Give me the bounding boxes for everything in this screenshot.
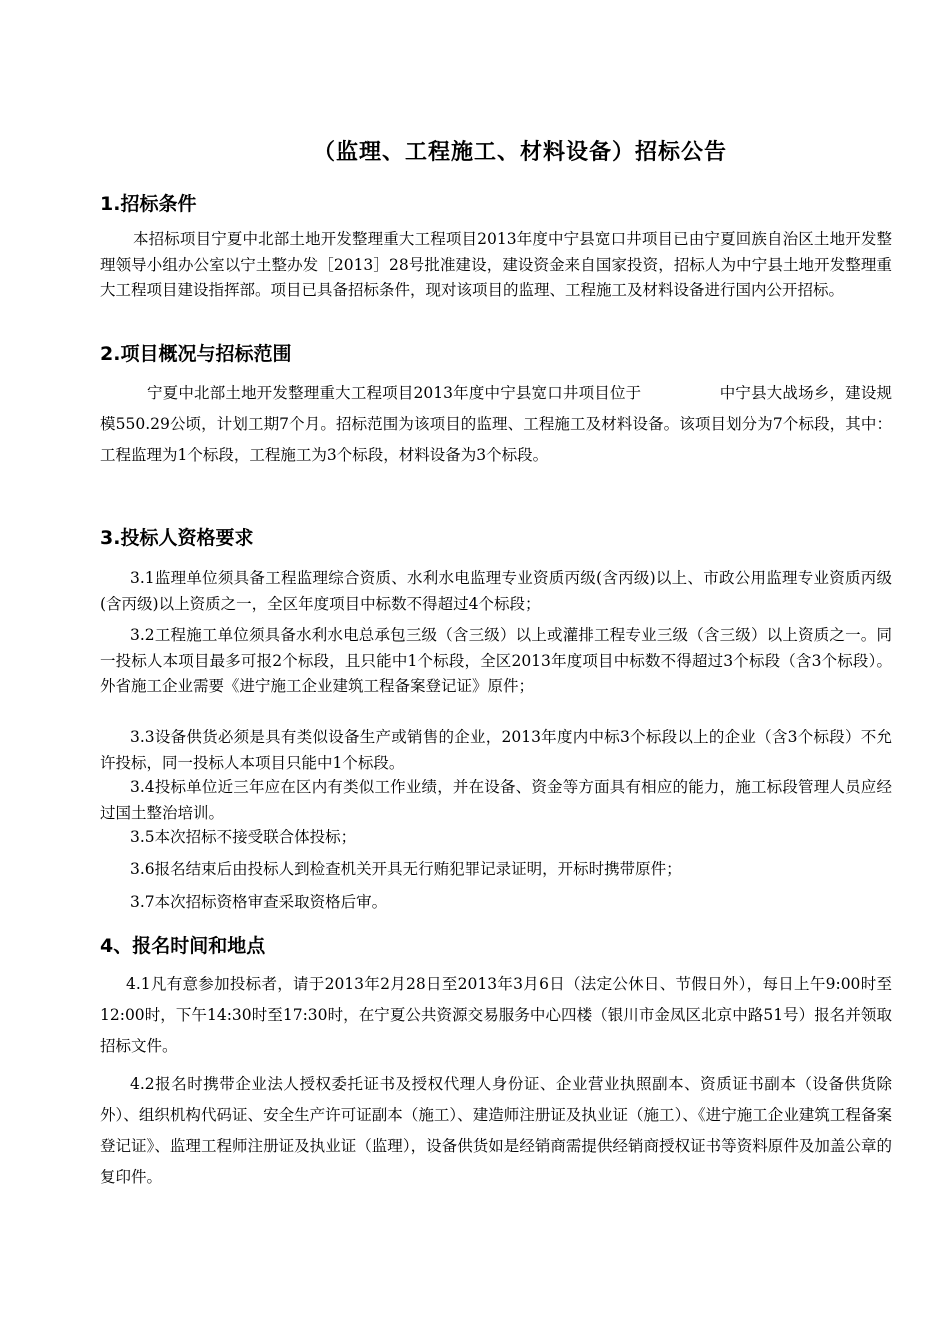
qualification-item-3-1: 3.1监理单位须具备工程监理综合资质、水利水电监理专业资质丙级(含丙级)以上、市政公用监理专业资质丙级(含丙级)以上资质之一，全区年度项目中标数不得超过4个标段； <box>100 569 892 613</box>
registration-item-4-2: 4.2报名时携带企业法人授权委托证书及授权代理人身份证、企业营业执照副本、资质证书副本（设备供货除外）、组织机构代码证、安全生产许可证副本（施工）、建造师注册证及执业证（施工）、《进宁施工企业建筑工程备案登记证》、监理工程师注册证及执业证（监理），设备供货如是经销商需提供经销商授权证书等资料原件及加盖公章的复印件。 <box>100 1075 892 1186</box>
paragraph-project-overview: 宁夏中北部土地开发整理重大工程项目2013年度中宁县宽口井项目位于 中宁县大战场乡，建设规模550.29公顷，计划工期7个月。招标范围为该项目的监理、工程施工及材料设备。该项目划分为7个标段，其中：工程监理为1个标段，工程施工为3个标段，材料设备为3个标段。 <box>100 384 892 464</box>
section-heading-bid-conditions: 1.招标条件 <box>100 193 197 215</box>
page-title: （监理、工程施工、材料设备）招标公告 <box>312 140 727 165</box>
qualification-item-3-3: 3.3设备供货必须是具有类似设备生产或销售的企业，2013年度内中标3个标段以上的企业（含3个标段）不允许投标，同一投标人本项目只能中1个标段。 <box>100 728 892 772</box>
paragraph-bid-conditions: 本招标项目宁夏中北部土地开发整理重大工程项目2013年度中宁县宽口井项目已由宁夏回族自治区土地开发整理领导小组办公室以宁土整办发［2013］28号批准建设，建设资金来自国家投资，招标人为中宁县土地开发整理重大工程项目建设指挥部。项目已具备招标条件，现对该项目的监理、工程施工及材料设备进行国内公开招标。 <box>100 230 892 299</box>
qualification-item-3-6: 3.6报名结束后由投标人到检查机关开具无行贿犯罪记录证明，开标时携带原件； <box>130 860 682 878</box>
qualification-item-3-2: 3.2工程施工单位须具备水利水电总承包三级（含三级）以上或灌排工程专业三级（含三级）以上资质之一。同一投标人本项目最多可报2个标段，且只能中1个标段，全区2013年度项目中标数不得超过3个标段（含3个标段）。外省施工企业需要《进宁施工企业建筑工程备案登记证》原件； <box>100 626 892 695</box>
section-heading-project-overview: 2.项目概况与招标范围 <box>100 343 292 365</box>
qualification-item-3-7: 3.7本次招标资格审查采取资格后审。 <box>130 893 388 911</box>
section-heading-registration: 4、报名时间和地点 <box>100 935 266 957</box>
qualification-item-3-4: 3.4投标单位近三年应在区内有类似工作业绩，并在设备、资金等方面具有相应的能力，施工标段管理人员应经过国土整治培训。 <box>100 778 892 822</box>
qualification-item-3-5: 3.5本次招标不接受联合体投标； <box>130 828 357 846</box>
registration-item-4-1: 4.1凡有意参加投标者，请于2013年2月28日至2013年3月6日（法定公休日、节假日外），每日上午9:00时至12:00时，下午14:30时至17:30时，在宁夏公共资源交易服务中心四楼（银川市金凤区北京中路51号）报名并领取招标文件。 <box>100 975 892 1055</box>
section-heading-bidder-qualifications: 3.投标人资格要求 <box>100 527 254 549</box>
